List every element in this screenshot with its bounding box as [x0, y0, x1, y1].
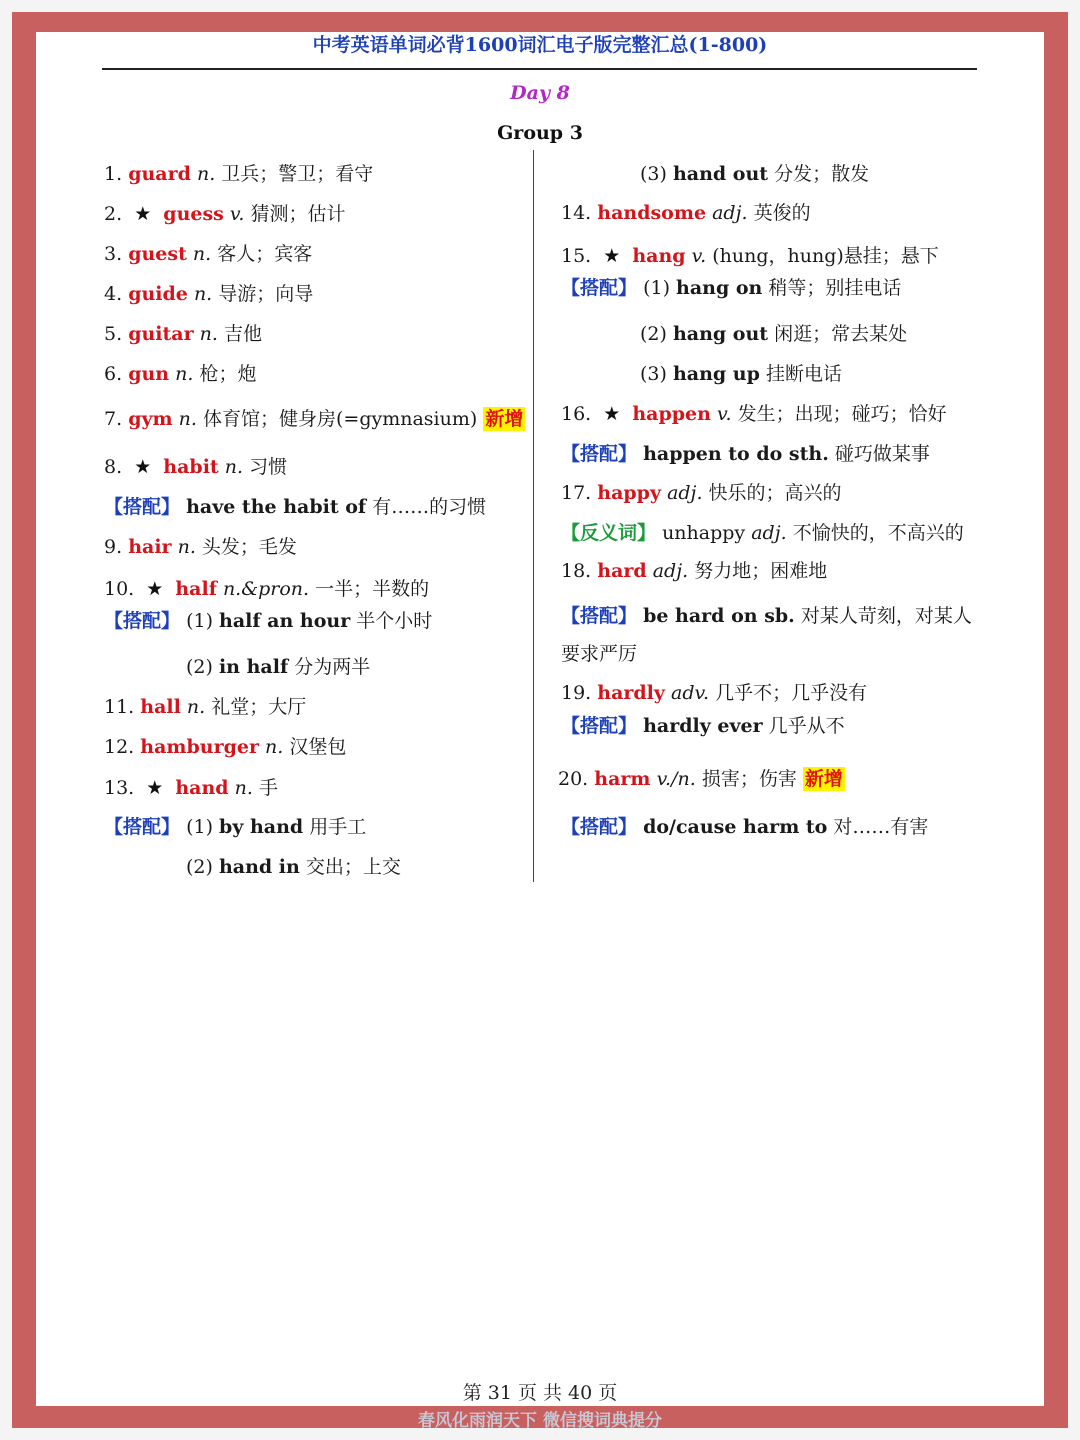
- entry-number: 7.: [104, 408, 123, 430]
- vocab-subentry: [640, 361, 842, 387]
- definition: 手: [258, 777, 278, 799]
- watermark: 春风化雨润天下 微信搜词典提分: [418, 1411, 662, 1431]
- headword: gym: [128, 408, 173, 430]
- vocab-entry: [104, 321, 262, 347]
- vocab-subentry: [561, 441, 930, 467]
- page-number: 第 31 页 共 40 页: [462, 1382, 618, 1404]
- part-of-speech: v.: [229, 203, 245, 225]
- definition: 习惯: [249, 456, 288, 478]
- star-icon: ★: [134, 203, 152, 225]
- definition: 分发；散发: [774, 163, 870, 185]
- part-of-speech: n.: [186, 696, 206, 718]
- definition: (hung，hung)悬挂；悬下: [712, 245, 939, 267]
- headword: hand: [175, 777, 229, 799]
- definition: 发生；出现；碰巧；恰好: [737, 403, 947, 425]
- vocab-entry: [104, 576, 429, 602]
- collocation-phrase: hardly ever: [643, 715, 763, 737]
- headword: habit: [163, 456, 219, 478]
- definition: 有……的习惯: [372, 496, 487, 518]
- antonym-word: unhappy: [662, 522, 746, 544]
- collocation-index: (3): [640, 363, 667, 385]
- headword: gun: [128, 363, 170, 385]
- headword: guess: [163, 203, 224, 225]
- definition: 交出；上交: [305, 856, 401, 878]
- star-icon: ★: [603, 403, 621, 425]
- collocation-index: (1): [643, 277, 670, 299]
- vocab-entry: [558, 766, 845, 792]
- entry-number: 12.: [104, 736, 135, 758]
- vocab-entry: [104, 201, 346, 227]
- definition: 努力地；困难地: [694, 560, 828, 582]
- vocab-entry: [104, 534, 297, 560]
- vocab-subentry: [561, 641, 637, 667]
- vocab-subentry: [104, 608, 432, 634]
- vocab-subentry: [104, 494, 486, 520]
- vocab-subentry: [104, 814, 366, 840]
- collocation-phrase: happen to do sth.: [643, 443, 829, 465]
- headword: happen: [632, 403, 711, 425]
- vocab-subentry: [640, 321, 907, 347]
- definition: 礼堂；大厅: [211, 696, 307, 718]
- vocab-subentry: [561, 814, 928, 840]
- vocab-subentry: [640, 161, 869, 187]
- collocation-tag: 【搭配】: [561, 715, 638, 737]
- entry-number: 5.: [104, 323, 123, 345]
- part-of-speech: n.&pron.: [222, 578, 310, 600]
- star-icon: ★: [603, 245, 621, 267]
- entry-number: 3.: [104, 243, 123, 265]
- entry-number: 4.: [104, 283, 123, 305]
- vocab-entry: [104, 361, 257, 387]
- definition-continued: 要求严厉: [561, 643, 638, 665]
- star-icon: ★: [146, 777, 164, 799]
- entry-number: 2.: [104, 203, 123, 225]
- headword: hang: [632, 245, 686, 267]
- collocation-phrase: hang on: [676, 277, 763, 299]
- vocab-entry: [561, 680, 867, 706]
- collocation-phrase: by hand: [219, 816, 304, 838]
- vocab-subentry: [561, 603, 972, 629]
- definition: 几乎从不: [768, 715, 845, 737]
- collocation-phrase: be hard on sb.: [643, 605, 795, 627]
- day-heading: Day 8: [510, 82, 570, 104]
- definition: 客人；宾客: [217, 243, 313, 265]
- collocation-tag: 【搭配】: [104, 816, 181, 838]
- definition: 枪；炮: [199, 363, 257, 385]
- definition: 不愉快的，不高兴的: [792, 522, 964, 544]
- vocab-entry: [104, 454, 287, 480]
- vocab-entry: [104, 161, 373, 187]
- part-of-speech: v.: [717, 403, 732, 425]
- headword: half: [175, 578, 217, 600]
- vocab-subentry: [186, 654, 370, 680]
- part-of-speech: n.: [178, 408, 197, 430]
- part-of-speech: adj.: [652, 560, 689, 582]
- collocation-index: (2): [186, 856, 213, 878]
- entry-number: 8.: [104, 456, 123, 478]
- definition: 卫兵；警卫；看守: [221, 163, 374, 185]
- headword: hardly: [597, 682, 665, 704]
- headword: handsome: [597, 202, 707, 224]
- column-divider: [533, 150, 534, 882]
- entry-number: 16.: [561, 403, 592, 425]
- vocab-subentry: [561, 713, 845, 739]
- header-rule: [102, 68, 977, 70]
- collocation-tag: 【搭配】: [104, 610, 181, 632]
- headword: guide: [128, 283, 188, 305]
- collocation-phrase: have the habit of: [186, 496, 367, 518]
- definition: 导游；向导: [218, 283, 314, 305]
- collocation-phrase: hand out: [672, 163, 769, 185]
- collocation-phrase: hang out: [672, 323, 769, 345]
- collocation-index: (1): [186, 816, 213, 838]
- collocation-phrase: hang up: [672, 363, 760, 385]
- part-of-speech: n.: [196, 163, 216, 185]
- definition: 碰巧做某事: [834, 443, 930, 465]
- vocab-entry: [104, 241, 312, 267]
- star-icon: ★: [146, 578, 164, 600]
- definition: 半个小时: [356, 610, 433, 632]
- part-of-speech: n.: [175, 363, 194, 385]
- definition: 闲逛；常去某处: [774, 323, 908, 345]
- definition: 挂断电话: [765, 363, 842, 385]
- definition: 用手工: [309, 816, 367, 838]
- entry-number: 10.: [104, 578, 135, 600]
- collocation-tag: 【搭配】: [561, 816, 638, 838]
- definition: 对……有害: [833, 816, 929, 838]
- entry-number: 1.: [104, 163, 123, 185]
- entry-number: 6.: [104, 363, 123, 385]
- headword: happy: [597, 482, 662, 504]
- entry-number: 17.: [561, 482, 592, 504]
- headword: guitar: [128, 323, 194, 345]
- part-of-speech: n.: [224, 456, 244, 478]
- entry-number: 11.: [104, 696, 135, 718]
- headword: hair: [128, 536, 172, 558]
- part-of-speech: n.: [199, 323, 218, 345]
- collocation-phrase: half an hour: [219, 610, 351, 632]
- definition: 对某人苛刻，对某人: [800, 605, 972, 627]
- headword: guest: [128, 243, 187, 265]
- entry-number: 13.: [104, 777, 135, 799]
- entry-number: 9.: [104, 536, 123, 558]
- definition: 稍等；别挂电话: [768, 277, 902, 299]
- vocab-subentry: [186, 854, 401, 880]
- collocation-index: (2): [186, 656, 213, 678]
- entry-number: 15.: [561, 245, 592, 267]
- definition: 猜测；估计: [250, 203, 346, 225]
- collocation-phrase: in half: [218, 656, 289, 678]
- definition: 损害；伤害: [701, 768, 797, 790]
- part-of-speech: n.: [265, 736, 284, 758]
- group-heading: Group 3: [497, 122, 583, 144]
- part-of-speech: adv.: [671, 682, 710, 704]
- part-of-speech: v./n.: [656, 768, 696, 790]
- entry-number: 18.: [561, 560, 592, 582]
- part-of-speech: n.: [192, 243, 212, 265]
- headword: guard: [128, 163, 191, 185]
- headword: harm: [594, 768, 651, 790]
- definition: 分为两半: [294, 656, 371, 678]
- vocab-subentry: [561, 275, 901, 301]
- collocation-phrase: do/cause harm to: [643, 816, 828, 838]
- definition: 头发；毛发: [201, 536, 297, 558]
- document-title: 中考英语单词必背1600词汇电子版完整汇总(1-800): [312, 34, 768, 56]
- vocab-entry: [561, 480, 842, 506]
- entry-number: 14.: [561, 202, 592, 224]
- collocation-tag: 【搭配】: [561, 443, 638, 465]
- part-of-speech: n.: [177, 536, 196, 558]
- vocab-entry: [104, 775, 278, 801]
- definition: 几乎不；几乎没有: [715, 682, 868, 704]
- part-of-speech: v.: [691, 245, 707, 267]
- headword: hard: [597, 560, 647, 582]
- part-of-speech: n.: [234, 777, 253, 799]
- part-of-speech: adj.: [751, 522, 787, 544]
- definition: 体育馆；健身房(=gymnasium): [203, 408, 478, 430]
- vocab-subentry: [561, 520, 964, 546]
- collocation-tag: 【搭配】: [561, 277, 638, 299]
- headword: hall: [140, 696, 181, 718]
- collocation-tag: 【搭配】: [104, 496, 181, 518]
- entry-number: 19.: [561, 682, 592, 704]
- definition: 一半；半数的: [315, 578, 430, 600]
- vocab-entry: [104, 406, 525, 432]
- definition: 快乐的；高兴的: [708, 482, 842, 504]
- vocab-entry: [104, 734, 346, 760]
- vocab-entry: [104, 694, 306, 720]
- antonym-tag: 【反义词】: [561, 522, 657, 544]
- collocation-tag: 【搭配】: [561, 605, 638, 627]
- star-icon: ★: [134, 456, 152, 478]
- collocation-phrase: hand in: [218, 856, 300, 878]
- vocab-entry: [561, 401, 947, 427]
- collocation-index: (3): [640, 163, 667, 185]
- headword: hamburger: [140, 736, 259, 758]
- vocab-entry: [561, 558, 827, 584]
- vocab-entry: [561, 200, 811, 226]
- definition: 英俊的: [753, 202, 811, 224]
- definition: 汉堡包: [289, 736, 347, 758]
- vocab-entry: [104, 281, 313, 307]
- new-word-badge: 新增: [804, 768, 843, 790]
- vocab-entry: [561, 243, 939, 269]
- definition: 吉他: [223, 323, 262, 345]
- collocation-index: (1): [186, 610, 213, 632]
- entry-number: 20.: [558, 768, 589, 790]
- part-of-speech: adj.: [712, 202, 748, 224]
- new-word-badge: 新增: [485, 408, 524, 430]
- part-of-speech: adj.: [667, 482, 703, 504]
- part-of-speech: n.: [193, 283, 213, 305]
- collocation-index: (2): [640, 323, 667, 345]
